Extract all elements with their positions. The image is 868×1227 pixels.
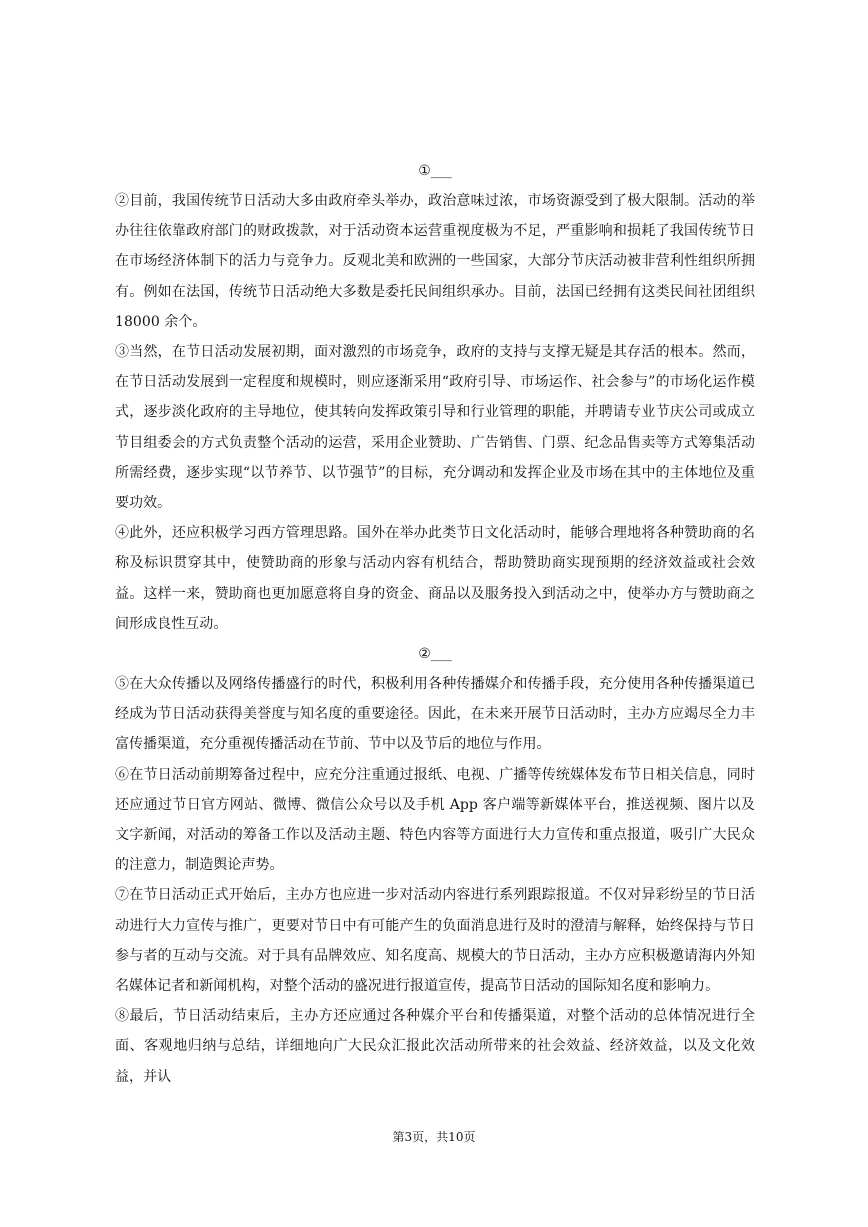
paragraph-3: ③当然，在节日活动发展初期，面对激烈的市场竞争，政府的支持与支撑无疑是其存活的根本。然而，在节日活动发展到一定程度和规模时，则应逐渐采用“政府引导、市场运作、社会参与”的市场化运作模式，逐步淡化政府的主导地位，使其转向发挥政策引导和行业管理的职能，并聘请专业节庆公司或成立节目组委会的方式负责整个活动的运营，采用企业赞助、广告销售、门票、纪念品售卖等方式筹集活动所需经费，逐步实现“以节养节、以节强节”的目标，充分调动和发挥企业及市场在其中的主体地位及重要功效。: [115, 344, 755, 512]
page-footer: 第3页，共10页: [392, 1130, 476, 1144]
paragraph-7: ⑦在节日活动正式开始后，主办方也应进一步对活动内容进行系列跟踪报道。不仅对异彩纷呈的节日活动进行大力宣传与推广，更要对节日中有可能产生的负面消息进行及时的澄清与解释，始终保持与节日参与者的互动与交流。对于具有品牌效应、知名度高、规模大的节日活动，主办方应积极邀请海内外知名媒体记者和新闻机构，对整个活动的盛况进行报道宣传，提高节日活动的国际知名度和影响力。: [115, 887, 755, 995]
paragraph-5: ⑤在大众传播以及网络传播盛行的时代，积极利用各种传播媒介和传播手段，充分使用各种传播渠道已经成为节日活动获得美誉度与知名度的重要途径。因此，在未来开展节日活动时，主办方应竭尽全力丰富传播渠道，充分重视传播活动在节前、节中以及节后的地位与作用。: [115, 676, 755, 753]
paragraph-2: ②目前，我国传统节日活动大多由政府牵头举办，政治意味过浓，市场资源受到了极大限制。活动的举办往往依靠政府部门的财政拨款，对于活动资本运营重视度极为不足，严重影响和损耗了我国传统节日在市场经济体制下的活力与竞争力。反观北美和欧洲的一些国家，大部分节庆活动被非营利性组织所拥有。例如在法国，传统节日活动绝大多数是委托民间组织承办。目前，法国已经拥有这类民间社团组织 18000 余个。: [115, 193, 755, 330]
section-heading-1: ①___: [418, 163, 452, 179]
paragraph-4: ④此外，还应积极学习西方管理思路。国外在举办此类节日文化活动时，能够合理地将各种赞助商的名称及标识贯穿其中，使赞助商的形象与活动内容有机结合，帮助赞助商实现预期的经济效益或社会效益。这样一来，赞助商也更加愿意将自身的资金、商品以及服务投入到活动之中，使举办方与赞助商之间形成良性互动。: [115, 525, 755, 632]
paragraph-8: ⑧最后，节日活动结束后，主办方还应通过各种媒介平台和传播渠道，对整个活动的总体情况进行全面、客观地归纳与总结，详细地向广大民众汇报此次活动所带来的社会效益、经济效益，以及文化效益，并认: [115, 1008, 755, 1085]
document-body: [115, 156, 755, 1092]
section-heading-2: ②___: [418, 646, 452, 663]
paragraph-6: ⑥在节日活动前期筹备过程中，应充分注重通过报纸、电视、广播等传统媒体发布节日相关信息，同时还应通过节日官方网站、微博、微信公众号以及手机 App 客户端等新媒体平台，推送视频、图片以及文字新闻，对活动的筹备工作以及活动主题、特色内容等方面进行大力宣传和重点报道，吸引广大民众的注意力，制造舆论声势。: [115, 766, 755, 874]
